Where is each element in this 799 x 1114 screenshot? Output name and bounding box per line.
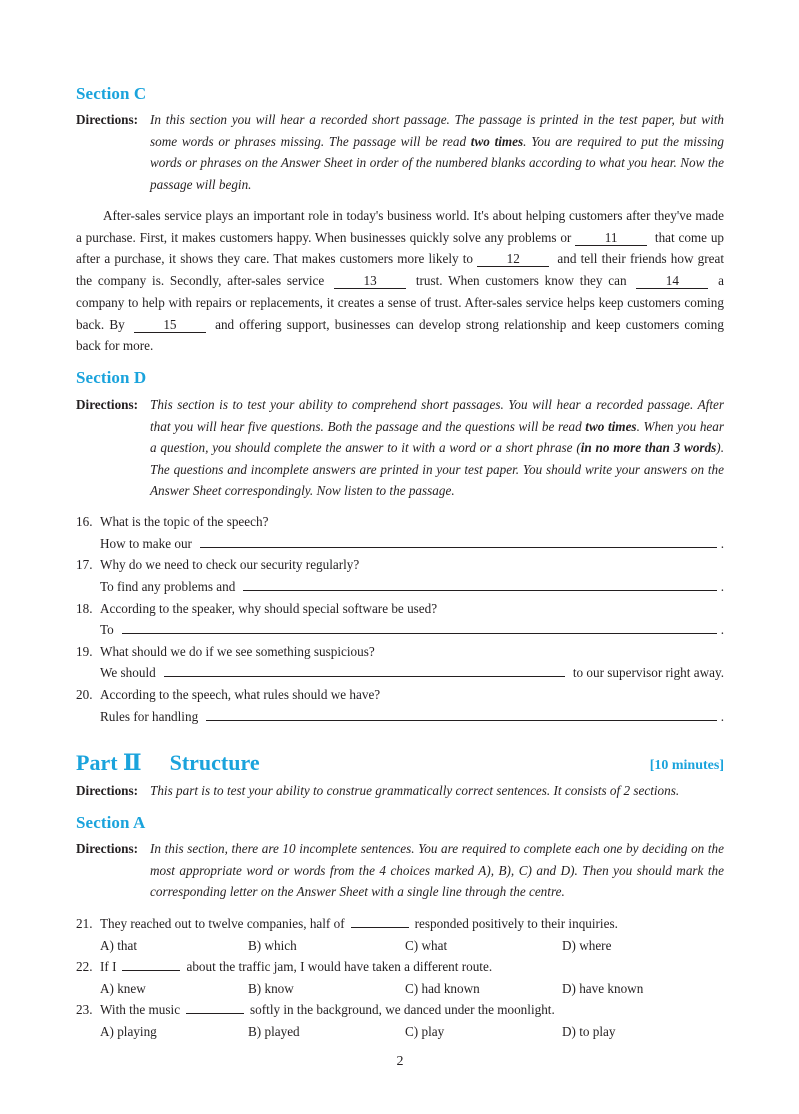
question-18: 18. According to the speaker, why should special software be used?: [76, 601, 438, 616]
answer-16-field[interactable]: [200, 534, 717, 548]
option-b[interactable]: B) which: [248, 938, 297, 953]
directions-label: Directions:: [76, 397, 139, 412]
blank-14[interactable]: 14: [636, 273, 708, 289]
directions-text: This part is to test your ability to construe grammatically correct sentences. It consists of 2 sections.: [150, 783, 680, 798]
question-23: 23. With the music softly in the background, we danced under the moonlight.: [76, 1002, 555, 1017]
answer-19-field[interactable]: [164, 663, 565, 677]
directions-label: Directions:: [76, 841, 139, 856]
option-b[interactable]: B) know: [248, 981, 294, 996]
option-c[interactable]: C) what: [405, 938, 448, 953]
question-19: 19. What should we do if we see something suspicious?: [76, 644, 375, 659]
section-d-title: Section D: [76, 368, 147, 387]
option-d[interactable]: D) where: [562, 938, 612, 953]
answer-17-field[interactable]: [243, 577, 716, 591]
answer-20-field[interactable]: [206, 707, 717, 721]
blank-12[interactable]: 12: [477, 251, 549, 267]
option-c[interactable]: C) had known: [405, 981, 480, 996]
question-17: 17. Why do we need to check our security regularly?: [76, 557, 360, 572]
answer-17: To find any problems and .: [100, 579, 724, 594]
directions-label: Directions:: [76, 112, 139, 127]
section-d-directions: [76, 394, 724, 502]
question-21-blank: [351, 915, 409, 928]
question-21: 21. They reached out to twelve companies, half of responded positively to their inquiries.: [76, 916, 618, 931]
answer-18: To .: [100, 622, 724, 637]
answer-16: How to make our .: [100, 536, 724, 551]
question-20: 20. According to the speech, what rules should we have?: [76, 687, 381, 702]
section-a-title: Section A: [76, 813, 146, 832]
option-b[interactable]: B) played: [248, 1024, 300, 1039]
directions-label: Directions:: [76, 783, 139, 798]
option-c[interactable]: C) play: [405, 1024, 445, 1039]
answer-19: We should to our supervisor right away.: [100, 665, 724, 680]
part-2-header: [76, 750, 724, 780]
section-c-directions: [76, 109, 724, 195]
directions-text: In this section you will hear a recorded short passage. The passage is printed in the test paper, but with some words or phrases missing. The passage will be read two times. You are required to put the missing words or phrases on the Answer Sheet in order of the numbered blanks according to what you hear. Now the passage will begin.: [150, 112, 724, 192]
option-a[interactable]: A) playing: [100, 1024, 157, 1039]
option-a[interactable]: A) that: [100, 938, 137, 953]
question-16: 16. What is the topic of the speech?: [76, 514, 269, 529]
blank-15[interactable]: 15: [134, 317, 206, 333]
answer-18-field[interactable]: [122, 620, 717, 634]
blank-11[interactable]: 11: [575, 230, 647, 246]
directions-text: This section is to test your ability to comprehend short passages. You will hear a recorded passage. After that you will hear five questions. Both the passage and the questions will be read two times. When you hear a question, you should complete the answer to it with a word or a short phrase (in no more than 3 words). The questions and incomplete answers are printed in your test paper. You should write your answers on the Answer Sheet correspondingly. Now listen to the passage.: [150, 397, 724, 499]
question-23-blank: [186, 1001, 244, 1014]
section-a-directions: [76, 838, 724, 903]
section-c-passage: After-sales service plays an important role in today's business world. It's about helping customers after they've made a purchase. First, it makes customers happy. When businesses quickly solve any problems or 11 that come up after a purchase, it shows they care. That makes customers more likely to 12 and tell their friends how great the company is. Secondly, after-sales service 13 trust. When customers know they can 14 a company to help with repairs or replacements, it creates a sense of trust. After-sales service helps keep customers coming back. By 15 and offering support, businesses can develop strong relationship and keep customers coming back for more.: [76, 208, 725, 354]
option-a[interactable]: A) knew: [100, 981, 146, 996]
part-2-directions: [76, 780, 724, 802]
page-number: 2: [396, 1054, 404, 1069]
question-22: 22. If I about the traffic jam, I would have taken a different route.: [76, 959, 493, 974]
option-d[interactable]: D) to play: [562, 1024, 616, 1039]
directions-text: In this section, there are 10 incomplete sentences. You are required to complete each one by deciding on the most appropriate word or words from the 4 choices marked A), B), C) and D). Then you should mark the corresponding letter on the Answer Sheet with a single line through the centre.: [150, 841, 724, 900]
blank-13[interactable]: 13: [334, 273, 406, 289]
option-d[interactable]: D) have known: [562, 981, 644, 996]
question-22-blank: [122, 958, 180, 971]
section-c-title: Section C: [76, 84, 147, 103]
answer-20: Rules for handling .: [100, 709, 724, 724]
part-2-title: Part Ⅱ Structure: [76, 750, 260, 775]
part-2-time: [10 minutes]: [649, 758, 724, 773]
